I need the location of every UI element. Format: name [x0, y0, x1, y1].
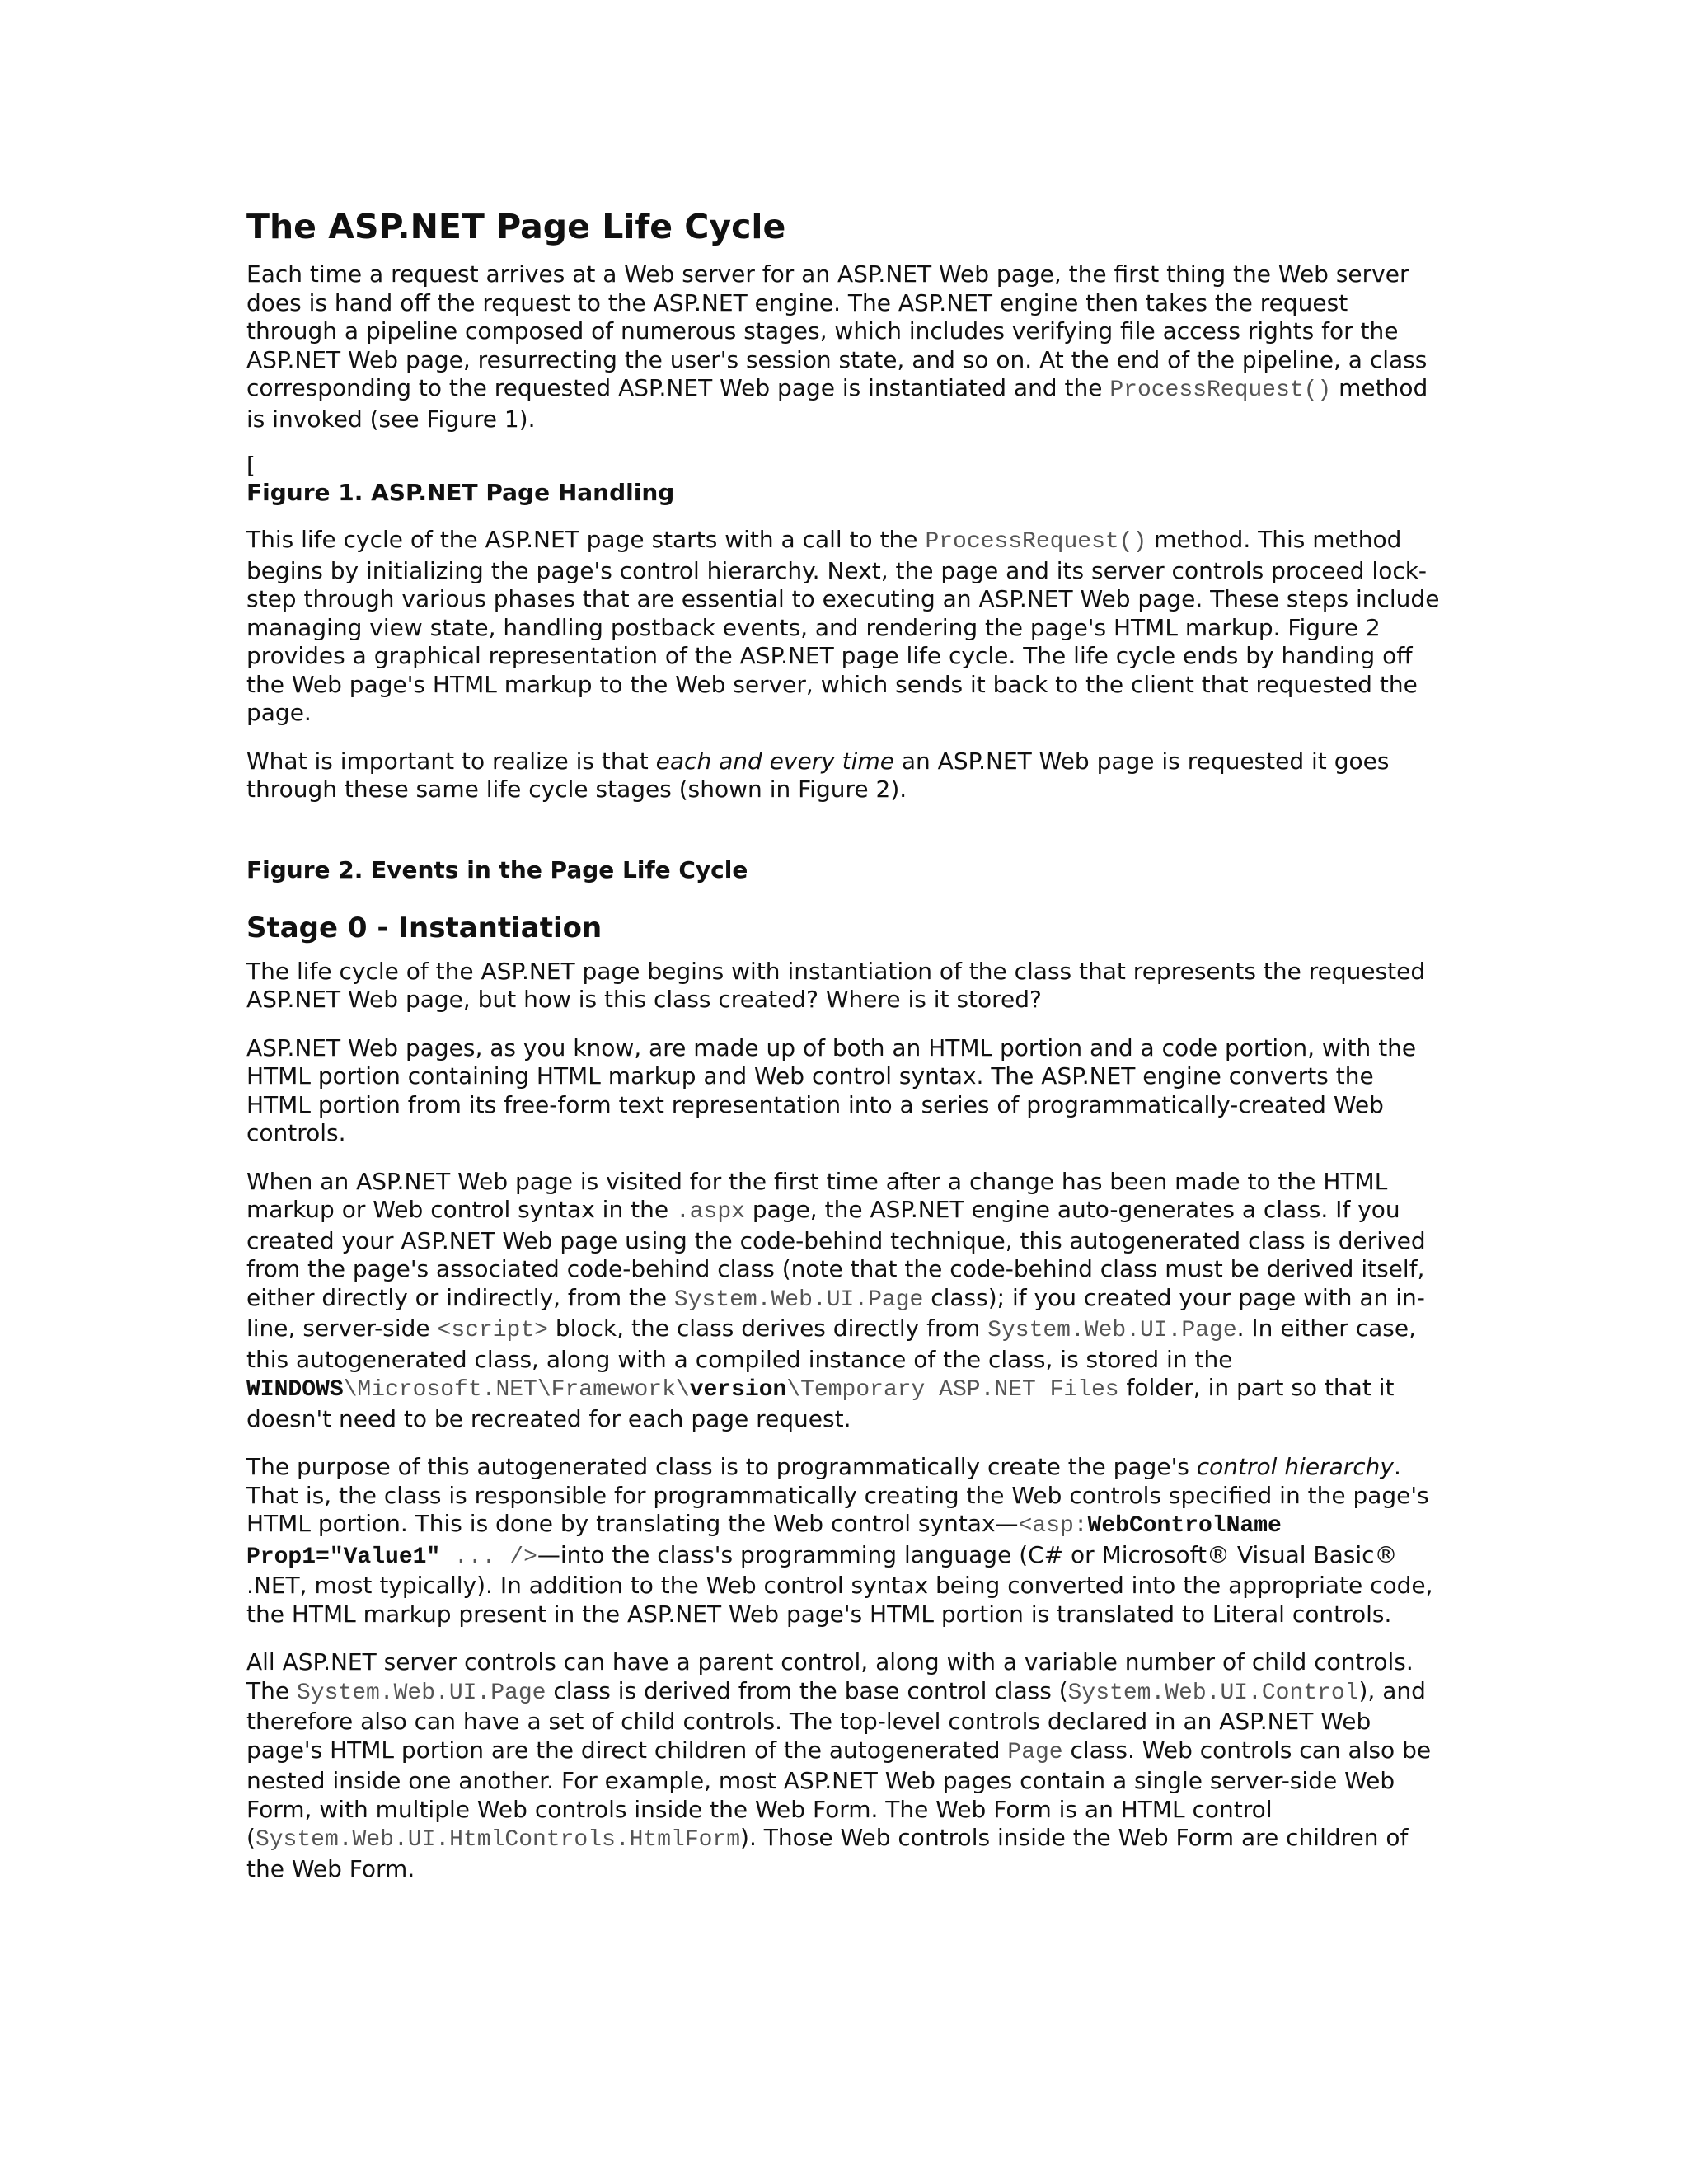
p5-text-5: ). Those Web controls inside the Web Form are children of the Web Form.: [246, 1824, 1409, 1882]
lifecycle-after: method. This method begins by initializing the page's control hierarchy. Next, the page and its server controls proceed lock-step through various phases that are essential to executing an ASP.NET Web page. These steps include managing view state, handling postback events, and rendering the page's HTML markup. Figure 2 provides a graphical representation of the ASP.NET page life cycle. The life cycle ends by handing off the Web page's HTML markup to the Web server, which sends it back to the client that requested the page.: [246, 526, 1440, 726]
p5-text-3: ), and therefore also can have a set of child controls. The top-level controls declared in an ASP.NET Web page's HTML portion are the direct children of the autogenerated: [246, 1676, 1426, 1764]
lifecycle-paragraph: [246, 526, 1442, 728]
p3-text-6: folder, in part so that it doesn't need to be recreated for each page request.: [246, 1374, 1395, 1432]
p5-text-4: class. Web controls can also be nested inside one another. For example, most ASP.NET Web pages contain a single server-side Web Form, with multiple Web controls inside the Web Form. The Web Form is an HTML control (: [246, 1736, 1432, 1851]
stage-0-heading: Stage 0 - Instantiation: [246, 911, 603, 944]
control-hierarchy-emphasis: control hierarchy: [1196, 1453, 1394, 1480]
web-control-name-bold: WebControlName Prop1="Value1": [246, 1513, 1282, 1570]
figure-1-caption: Figure 1. ASP.NET Page Handling: [246, 479, 675, 506]
important-emphasis: each and every time: [655, 747, 894, 775]
intro-after: method is invoked (see Figure 1).: [246, 374, 1428, 433]
asp-tag-close-code: ... />: [440, 1544, 537, 1570]
p3-text-2: page, the ASP.NET engine auto-generates a class. If you created your ASP.NET Web page using the code-behind technique, this autogenerated class is derived from the page's associated code-behind class (note that the code-behind class must be derived itself, either directly or indirectly, from the: [246, 1196, 1426, 1311]
p3-text-4: block, the class derives directly from: [547, 1315, 988, 1342]
process-request-code: ProcessRequest(): [925, 529, 1147, 555]
asp-tag-open-code: <asp:: [1018, 1513, 1088, 1539]
version-path-bold: version: [689, 1377, 787, 1403]
stage-0-paragraph-1: The life cycle of the ASP.NET page begins with instantiation of the class that represents the requested ASP.NET Web page, but how is this class created? Where is it stored?: [246, 957, 1426, 1013]
figure-2-caption: Figure 2. Events in the Page Life Cycle: [246, 855, 748, 883]
p4-text-2: . That is, the class is responsible for programmatically creating the Web controls specified in the page's HTML portion. This is done by translating the Web control syntax—: [246, 1453, 1429, 1537]
control-class-code: System.Web.UI.Control: [1067, 1680, 1359, 1706]
figure-1-placeholder: [: [246, 452, 256, 479]
html-form-class-code: System.Web.UI.HtmlControls.HtmlForm: [255, 1827, 741, 1853]
document-page: [246, 206, 1442, 1903]
important-after: an ASP.NET Web page is requested it goes through these same life cycle stages (shown in Figure 2).: [246, 747, 1390, 803]
page-class-code: System.Web.UI.Page: [296, 1680, 546, 1706]
aspx-code: .aspx: [675, 1199, 745, 1225]
stage-0-paragraph-4: [246, 1453, 1442, 1629]
page-code: Page: [1007, 1739, 1063, 1765]
script-tag-code: <script>: [437, 1318, 548, 1343]
page-title: The ASP.NET Page Life Cycle: [246, 207, 786, 246]
p3-text-1: When an ASP.NET Web page is visited for the first time after a change has been made to the HTML markup or Web control syntax in the: [246, 1167, 1388, 1223]
p5-text-2: class is derived from the base control class (: [546, 1676, 1068, 1704]
windows-path-bold: WINDOWS: [246, 1377, 344, 1403]
p3-text-3: class); if you created your page with an in-line, server-side: [246, 1283, 1425, 1342]
stage-0-paragraph-5: [246, 1648, 1442, 1883]
stage-0-paragraph-2: ASP.NET Web pages, as you know, are made up of both an HTML portion and a code portion, with the HTML portion containing HTML markup and Web control syntax. The ASP.NET engine converts the HTML portion from its free-form text representation into a series of programmatically-created Web controls.: [246, 1033, 1417, 1146]
page-class-code: System.Web.UI.Page: [673, 1286, 924, 1313]
p4-text-1: The purpose of this autogenerated class is to programmatically create the page's: [246, 1453, 1197, 1480]
intro-paragraph: [246, 260, 1442, 434]
stage-0-paragraph-3: [246, 1168, 1442, 1434]
temp-files-path-code: \Temporary ASP.NET Files: [786, 1377, 1119, 1403]
p4-text-3: —into the class's programming language (C# or Microsoft® Visual Basic® .NET, most typically). In addition to the Web control syntax being converted into the appropriate code, the HTML markup present in the ASP.NET Web page's HTML portion is translated to Literal controls.: [246, 1540, 1433, 1628]
framework-path-code: \Microsoft.NET\Framework\: [343, 1377, 690, 1403]
page-class-code: System.Web.UI.Page: [987, 1318, 1237, 1343]
intro-text: Each time a request arrives at a Web server for an ASP.NET Web page, the first thing the Web server does is hand off the request to the ASP.NET engine. The ASP.NET engine then takes the request through a pipeline composed of numerous stages, which includes verifying file access rights for the ASP.NET Web page, resurrecting the user's session state, and so on. At the end of the pipeline, a class corresponding to the requested ASP.NET Web page is instantiated and the: [246, 260, 1428, 401]
important-before: What is important to realize is that: [246, 747, 656, 775]
process-request-code: ProcessRequest(): [1109, 377, 1332, 403]
p3-text-5: . In either case, this autogenerated class, along with a compiled instance of the class, is stored in the: [246, 1315, 1416, 1373]
important-paragraph: [246, 748, 1442, 804]
p5-text-1: All ASP.NET server controls can have a parent control, along with a variable number of child controls. The: [246, 1648, 1414, 1704]
lifecycle-before: This life cycle of the ASP.NET page starts with a call to the: [246, 526, 926, 553]
